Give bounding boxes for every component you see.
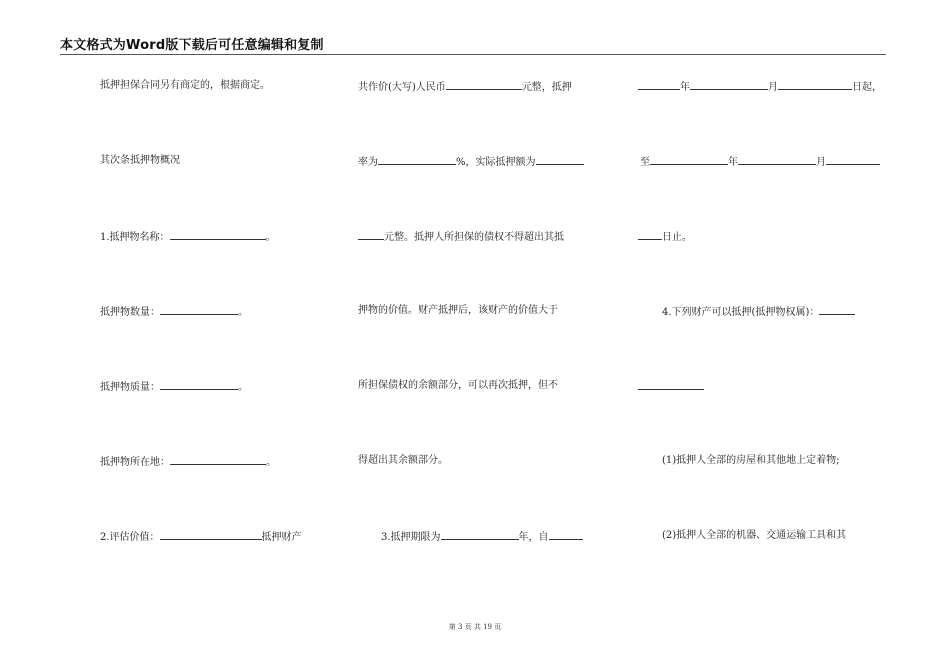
line-suffix: 。 <box>238 382 248 393</box>
line-month: 月 <box>816 157 826 168</box>
line-label: 率为 <box>358 157 378 168</box>
page-number: 第 3 页 共 19 页 <box>448 623 502 631</box>
blank-underline <box>650 155 728 165</box>
fill-line-amount <box>358 230 564 244</box>
fill-line-price <box>358 80 572 94</box>
blank-underline <box>160 530 262 540</box>
line-label: 1.抵押物名称： <box>100 232 170 243</box>
fill-line-item-location <box>100 455 276 469</box>
line-suffix: 抵押财产 <box>261 532 302 543</box>
text-line <box>358 455 448 467</box>
line-label: 2.评估价值： <box>100 532 160 543</box>
line-text: (2)抵押人全部的机器、交通运输工具和其 <box>662 530 847 541</box>
blank-underline <box>160 305 238 315</box>
text-line <box>662 455 840 467</box>
line-label: 共作价(大写)人民币 <box>358 82 446 93</box>
line-text: 其次条抵押物概况 <box>100 155 180 166</box>
line-text: (1)抵押人全部的房屋和其他地上定着物; <box>662 455 840 466</box>
text-line <box>662 530 846 542</box>
blank-underline <box>738 155 816 165</box>
fill-line-term <box>381 530 583 544</box>
blank-underline <box>378 155 456 165</box>
line-month: 月 <box>768 82 778 93</box>
text-line <box>100 155 180 167</box>
column-left <box>100 0 340 600</box>
line-text: 所担保债权的余额部分，可以再次抵押，但不 <box>358 380 558 391</box>
line-label: 4.下列财产可以抵押(抵押物权属)： <box>662 307 820 318</box>
blank-underline <box>549 530 583 540</box>
fill-line-start-date <box>638 80 882 94</box>
fill-line-item-quality <box>100 380 248 394</box>
blank-underline <box>638 380 704 390</box>
line-label: 抵押物数量： <box>100 307 160 318</box>
line-suffix: 元整，抵押 <box>521 82 572 93</box>
blank-underline <box>638 80 680 90</box>
line-label: 抵押物质量： <box>100 382 160 393</box>
line-text: 得超出其余额部分。 <box>358 455 448 466</box>
line-middle: %，实际抵押额为 <box>456 157 536 168</box>
line-year: 年 <box>680 82 690 93</box>
blank-underline <box>441 530 519 540</box>
line-suffix: 日起， <box>852 82 882 93</box>
blank-underline <box>160 380 238 390</box>
blank-underline <box>170 230 266 240</box>
blank-underline <box>170 455 266 465</box>
blank-underline <box>826 155 880 165</box>
fill-line-item-name <box>100 230 276 244</box>
line-label: 3.抵押期限为 <box>381 532 441 543</box>
fill-line-blank <box>638 380 704 394</box>
blank-underline <box>778 80 852 90</box>
header-title: 本文格式为Word版下载后可任意编辑和复制 <box>60 38 324 53</box>
fill-line-item-quantity <box>100 305 248 319</box>
column-middle <box>358 0 616 600</box>
line-year: 年 <box>728 157 738 168</box>
fill-line-property-rights <box>662 305 855 319</box>
line-suffix: 日止。 <box>662 232 692 243</box>
blank-underline <box>358 230 384 240</box>
blank-underline <box>819 305 855 315</box>
line-label: 抵押物所在地： <box>100 457 170 468</box>
column-right <box>638 0 900 600</box>
line-suffix: 。 <box>266 457 276 468</box>
blank-underline <box>690 80 768 90</box>
line-text: 押物的价值。财产抵押后，该财产的价值大于 <box>358 305 558 316</box>
blank-underline <box>536 155 584 165</box>
line-middle: 年，自 <box>518 532 549 543</box>
line-suffix: 。 <box>265 232 276 243</box>
text-line <box>358 305 558 317</box>
line-label: 至 <box>640 157 650 168</box>
fill-line-end-day <box>638 230 692 244</box>
text-line <box>358 380 558 392</box>
fill-line-end-date <box>640 155 880 169</box>
line-suffix: 元整。抵押人所担保的债权不得超出其抵 <box>384 232 564 243</box>
blank-underline <box>446 80 522 90</box>
fill-line-valuation <box>100 530 302 544</box>
line-suffix: 。 <box>238 307 248 318</box>
page-footer <box>0 622 950 632</box>
blank-underline <box>638 230 662 240</box>
text-line <box>100 80 270 92</box>
fill-line-rate <box>358 155 584 169</box>
line-text: 抵押担保合同另有商定的，根据商定。 <box>100 80 270 91</box>
